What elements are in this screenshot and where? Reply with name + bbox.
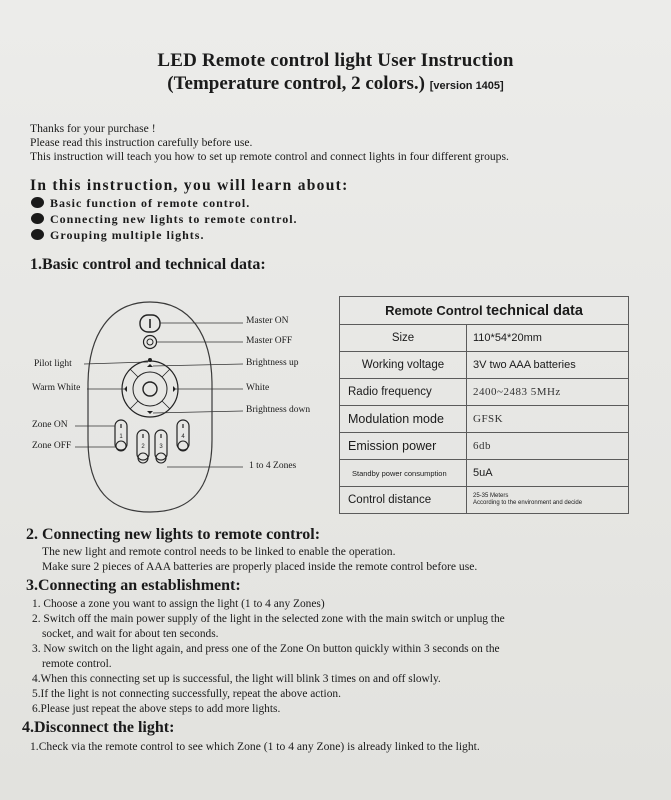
label-brightness-down: Brightness down <box>246 405 311 415</box>
section4-body: 1.Check via the remote control to see which Zone (1 to 4 any Zone) is already linked to the light. <box>30 740 480 753</box>
label-zones: 1 to 4 Zones <box>249 461 297 471</box>
master-off-button <box>144 336 157 349</box>
section1-heading: 1.Basic control and technical data: <box>30 256 266 273</box>
bullet-icon <box>31 229 44 240</box>
row-label: Standby power consumption <box>340 460 467 487</box>
row-label: Control distance <box>340 487 467 514</box>
label-pilot-light: Pilot light <box>34 359 72 369</box>
table-row <box>340 352 629 379</box>
table-row <box>340 433 629 460</box>
step-line: 3. Now switch on the light again, and press one of the Zone On button quickly within 3 seconds on the <box>32 643 500 655</box>
white-icon <box>173 386 176 392</box>
section2-heading: 2. Connecting new lights to remote control: <box>26 526 321 543</box>
bullet-icon <box>31 197 44 208</box>
intro-line: This instruction will teach you how to set up remote control and connect lights in four different groups. <box>30 150 509 163</box>
intro-line: Please read this instruction carefully before use. <box>30 136 253 149</box>
table-row <box>340 325 629 352</box>
row-value <box>467 487 629 514</box>
center-button <box>143 382 157 396</box>
row-value-distance: 25-35 Meters <box>473 493 509 499</box>
version-label: [version 1405] <box>429 80 504 92</box>
document-subtitle <box>0 73 671 95</box>
learn-item: Grouping multiple lights. <box>31 227 298 243</box>
table-header-row <box>340 297 629 325</box>
learn-item: Connecting new lights to remote control. <box>31 211 298 227</box>
row-label: Modulation mode <box>340 406 467 433</box>
step-line: 6.Please just repeat the above steps to add more lights. <box>32 703 281 715</box>
step-line: 1. Choose a zone you want to assign the light (1 to 4 any Zones) <box>32 598 325 610</box>
brightness-up-icon <box>147 364 153 367</box>
section4-heading: 4.Disconnect the light: <box>22 719 175 736</box>
zone-number: 3 <box>159 444 163 450</box>
intro-paragraph <box>30 122 509 164</box>
section3-steps <box>32 597 652 717</box>
technical-data-table <box>339 296 629 514</box>
row-value-note: According to the environment and decide <box>473 500 583 506</box>
table-header: Remote Control technical data <box>340 297 629 325</box>
section2-body <box>42 545 477 574</box>
label-zone-off: Zone OFF <box>32 441 72 451</box>
row-value: 3V two AAA batteries <box>467 352 629 379</box>
row-value: 110*54*20mm <box>467 325 629 352</box>
step-line: 5.If the light is not connecting successfully, repeat the above action. <box>32 688 341 700</box>
row-label: Radio frequency <box>340 379 467 406</box>
row-label: Working voltage <box>340 352 467 379</box>
table-row <box>340 406 629 433</box>
section3-heading: 3.Connecting an establishment: <box>26 577 241 594</box>
bullet-icon <box>31 213 44 224</box>
label-zone-on: Zone ON <box>32 420 68 430</box>
label-brightness-up: Brightness up <box>246 358 299 368</box>
row-label: Size <box>340 325 467 352</box>
step-line: socket, and wait for about ten seconds. <box>42 628 219 640</box>
learn-list <box>31 195 298 243</box>
learn-item: Basic function of remote control. <box>31 195 298 211</box>
brightness-down-icon <box>147 411 153 414</box>
subtitle-text: (Temperature control, 2 colors.) <box>167 73 425 94</box>
label-master-off: Master OFF <box>246 336 293 346</box>
zone-number: 2 <box>141 444 145 450</box>
document-title: LED Remote control light User Instruction <box>157 50 514 71</box>
row-value: GFSK <box>467 406 629 433</box>
zone-number: 4 <box>181 434 185 440</box>
table-row <box>340 460 629 487</box>
zone-buttons <box>115 420 189 463</box>
zone-number: 1 <box>119 434 123 440</box>
row-value: 2400~2483 5MHz <box>467 379 629 406</box>
table-row <box>340 487 629 514</box>
table-row <box>340 379 629 406</box>
step-line: 4.When this connecting set up is successful, the light will blink 3 times on and off slowly. <box>32 673 441 685</box>
learn-heading: In this instruction, you will learn about: <box>30 177 349 194</box>
row-value: 6db <box>467 433 629 460</box>
remote-body-outline <box>88 302 212 512</box>
step-line: 2. Switch off the main power supply of the light in the selected zone with the main switch or unplug the <box>32 613 505 625</box>
label-warm-white: Warm White <box>32 383 81 393</box>
remote-diagram <box>0 290 335 520</box>
step-line: remote control. <box>42 658 112 670</box>
label-white: White <box>246 383 270 393</box>
warm-white-icon <box>124 386 127 392</box>
label-master-on: Master ON <box>246 316 289 326</box>
paragraph-line: The new light and remote control needs to be linked to enable the operation. <box>42 545 396 558</box>
paragraph-line: Make sure 2 pieces of AAA batteries are properly placed inside the remote control before use. <box>42 559 478 573</box>
row-value: 5uA <box>467 460 629 487</box>
row-label: Emission power <box>340 433 467 460</box>
intro-line: Thanks for your purchase ! <box>30 122 156 135</box>
